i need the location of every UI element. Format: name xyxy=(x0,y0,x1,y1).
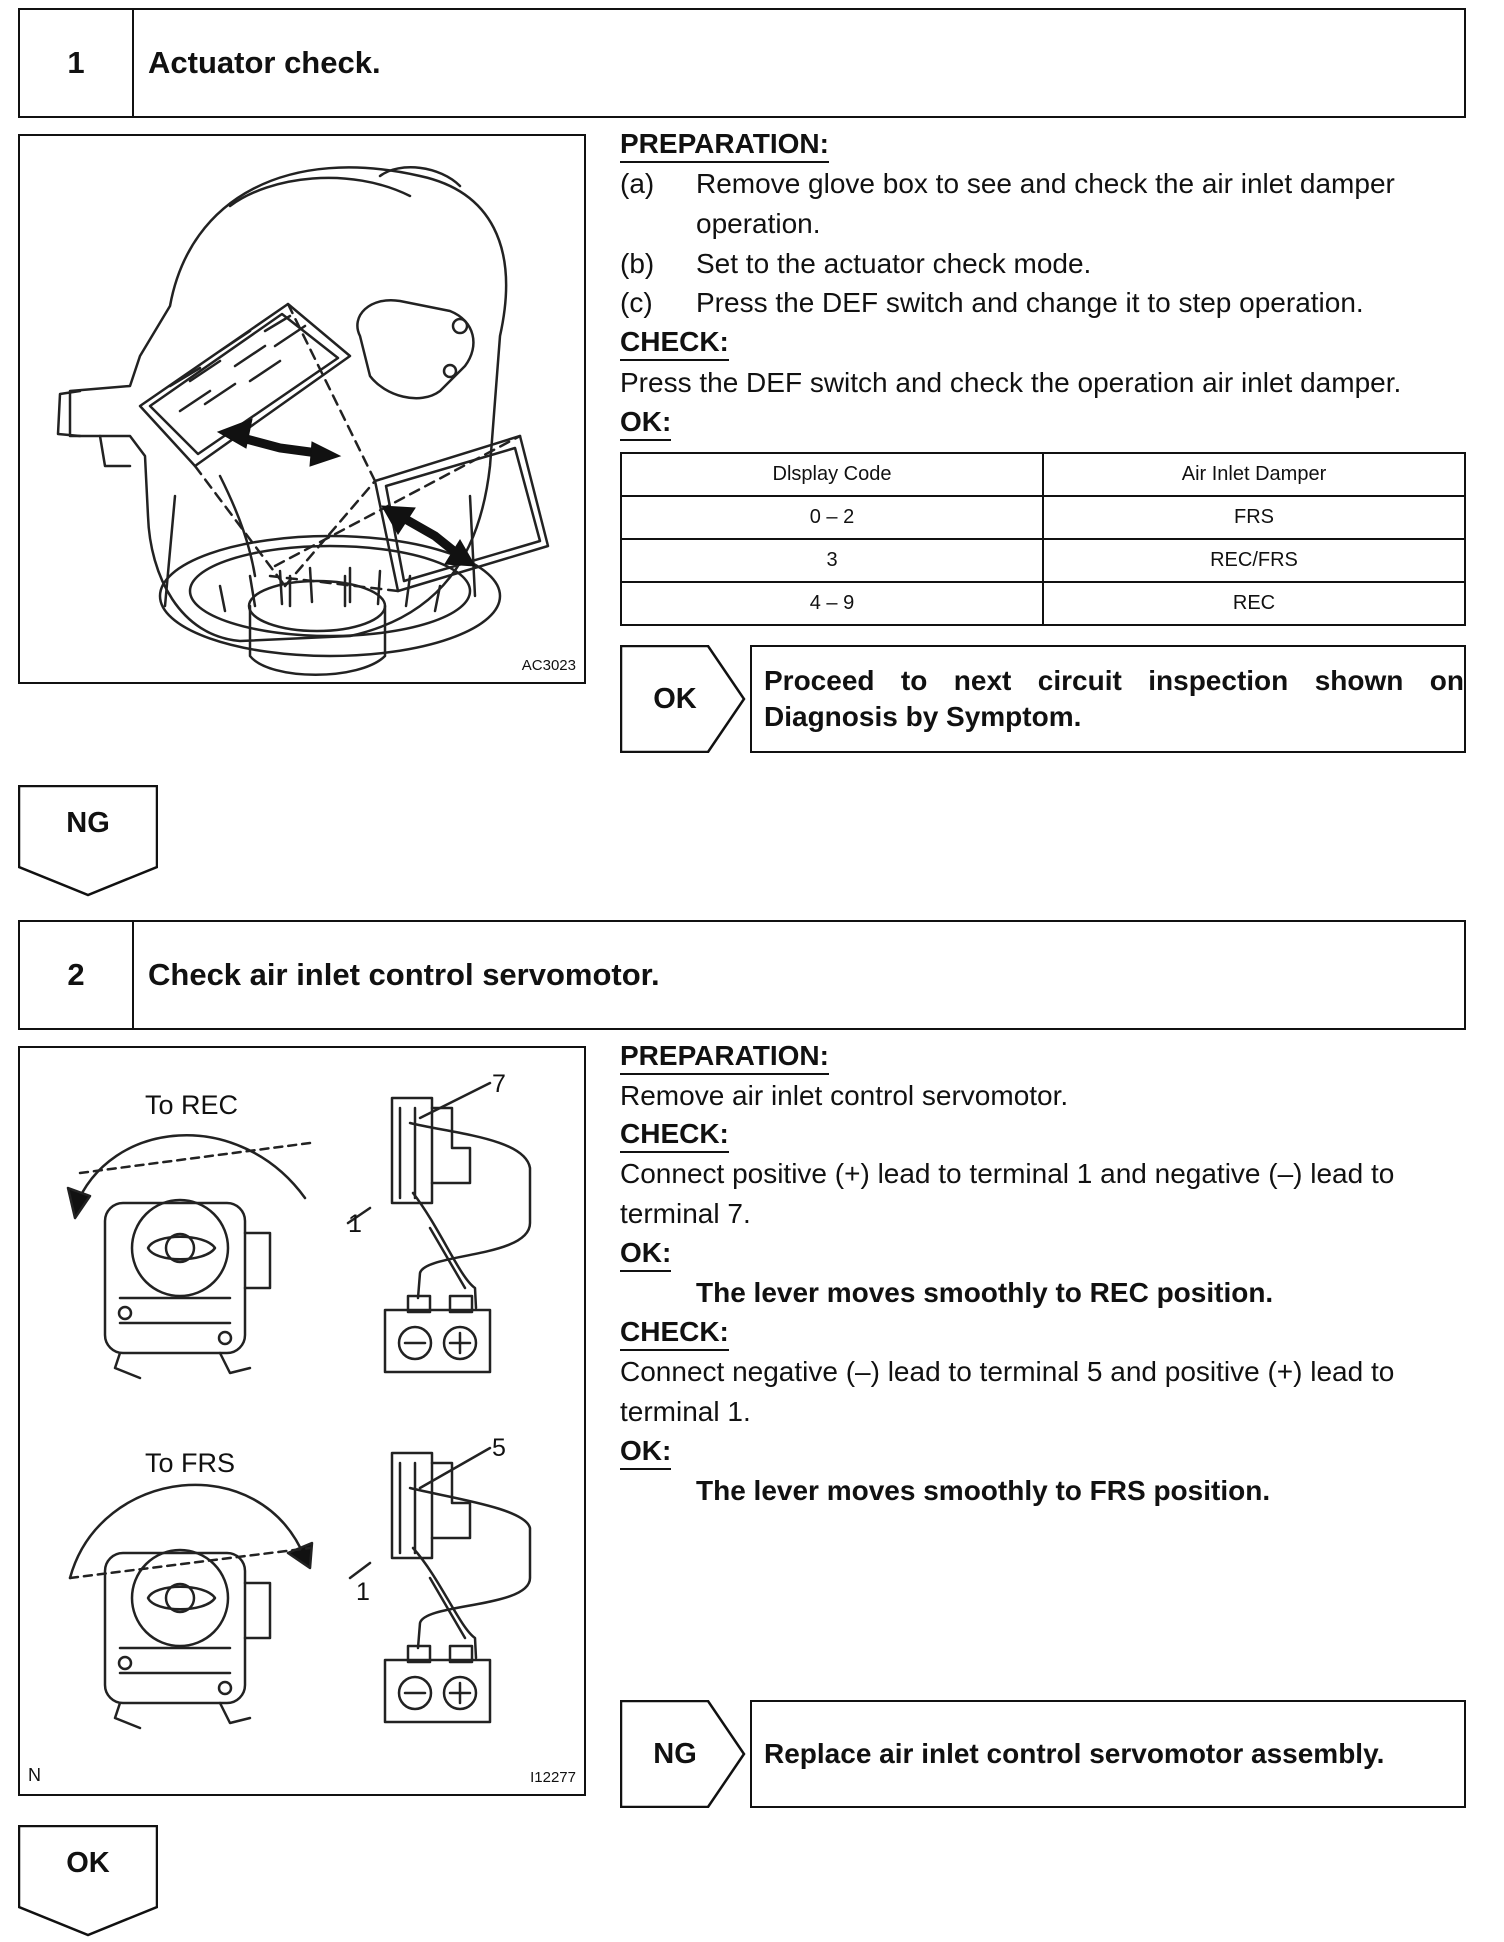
step-number: 1 xyxy=(20,10,134,116)
prep-marker-a: (a) xyxy=(620,168,655,199)
preparation-heading: PREPARATION: xyxy=(620,1040,829,1075)
ng-tag xyxy=(620,1700,746,1808)
step-title: Check air inlet control servomotor. xyxy=(148,957,660,992)
check1-line2: terminal 7. xyxy=(620,1198,751,1229)
figure-code: AC3023 xyxy=(521,657,576,674)
ok-heading: OK: xyxy=(620,1435,671,1470)
ok-result-line1: Proceed to next circuit inspection shown on xyxy=(764,665,1464,696)
check2-line1: Connect negative (–) lead to terminal 5 and positive (+) lead to xyxy=(620,1356,1395,1387)
ok-down-tag xyxy=(18,1825,158,1937)
terminal-5-label: 5 xyxy=(492,1434,506,1462)
ng-down-tag-label: NG xyxy=(66,806,110,839)
table-row xyxy=(621,496,1465,539)
prep-item-a-line1: Remove glove box to see and check the air inlet damper xyxy=(696,168,1395,199)
prep-marker-c: (c) xyxy=(620,287,653,318)
ng-down-tag xyxy=(18,785,158,897)
table-cell: 0 – 2 xyxy=(621,496,1043,539)
step-title: Actuator check. xyxy=(148,45,381,80)
prep-item-c: Press the DEF switch and change it to step operation. xyxy=(696,287,1364,318)
ng-outcome xyxy=(620,1700,1466,1808)
table-cell: 4 – 9 xyxy=(621,582,1043,625)
table-cell: REC/FRS xyxy=(1043,539,1465,582)
servomotor-figure xyxy=(18,1046,586,1796)
step-1-header xyxy=(18,8,1466,118)
blower-unit-illustration xyxy=(20,136,583,681)
check-heading: CHECK: xyxy=(620,326,729,361)
ok-result-line2: Diagnosis by Symptom. xyxy=(764,701,1082,732)
terminal-1-label-bottom: 1 xyxy=(356,1578,370,1606)
to-rec-label: To REC xyxy=(145,1090,239,1120)
terminal-7-label: 7 xyxy=(492,1070,506,1098)
table-cell: FRS xyxy=(1043,496,1465,539)
table-header-row xyxy=(621,453,1465,496)
ng-result-box xyxy=(750,1700,1466,1808)
ok-heading: OK: xyxy=(620,406,671,441)
table-cell: REC xyxy=(1043,582,1465,625)
display-code-table xyxy=(620,452,1466,626)
terminal-1-label-top: 1 xyxy=(348,1210,362,1238)
to-frs-label: To FRS xyxy=(145,1448,236,1478)
prep-marker-b: (b) xyxy=(620,248,655,279)
table-row xyxy=(621,582,1465,625)
figure-code: I12277 xyxy=(530,1769,576,1786)
ng-result-text: Replace air inlet control servomotor assembly. xyxy=(764,1738,1385,1769)
figure-corner-letter: N xyxy=(28,1765,41,1785)
table-header-display-code: Dlsplay Code xyxy=(621,453,1043,496)
table-header-air-inlet-damper: Air Inlet Damper xyxy=(1043,453,1465,496)
prep-item-b: Set to the actuator check mode. xyxy=(696,248,1092,279)
ok-tag xyxy=(620,645,746,753)
servomotor-test-illustration xyxy=(20,1048,583,1793)
ok-heading: OK: xyxy=(620,1237,671,1272)
check-text: Press the DEF switch and check the operation air inlet damper. xyxy=(620,367,1402,398)
table-row xyxy=(621,539,1465,582)
ok-down-tag-label: OK xyxy=(66,1846,110,1879)
step-2-header xyxy=(18,920,1466,1030)
check-heading: CHECK: xyxy=(620,1118,729,1153)
preparation-text: Remove air inlet control servomotor. xyxy=(620,1080,1069,1111)
ng-tag-label: NG xyxy=(653,1737,697,1770)
table-cell: 3 xyxy=(621,539,1043,582)
ok-outcome xyxy=(620,645,1466,753)
check2-line2: terminal 1. xyxy=(620,1396,751,1427)
prep-item-a-line2: operation. xyxy=(696,208,821,239)
ok1-text: The lever moves smoothly to REC position. xyxy=(696,1277,1274,1308)
step-number: 2 xyxy=(20,922,134,1028)
check1-line1: Connect positive (+) lead to terminal 1 and negative (–) lead to xyxy=(620,1158,1395,1189)
ok-result-box xyxy=(750,645,1466,753)
actuator-figure xyxy=(18,134,586,684)
preparation-heading: PREPARATION: xyxy=(620,128,829,163)
ok-tag-label: OK xyxy=(653,682,697,715)
check-heading: CHECK: xyxy=(620,1316,729,1351)
ok2-text: The lever moves smoothly to FRS position. xyxy=(696,1475,1271,1506)
